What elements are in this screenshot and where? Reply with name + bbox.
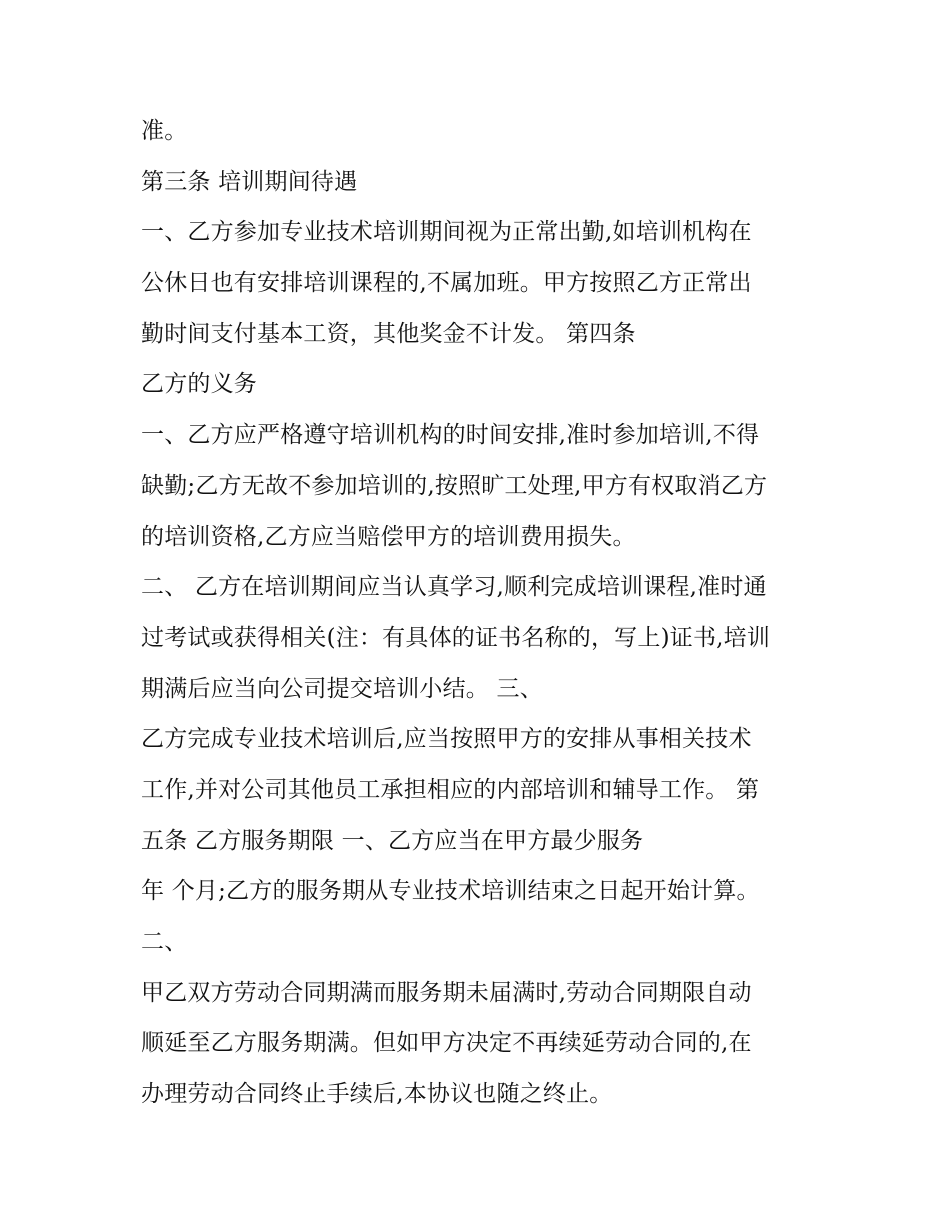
text-line: 年 个月;乙方的服务期从专业技术培训结束之日起开始计算。 [141, 878, 760, 905]
text-line: 缺勤;乙方无故不参加培训的,按照旷工处理,甲方有权取消乙方 [141, 472, 768, 499]
text-line: 乙方完成专业技术培训后,应当按照甲方的安排从事相关技术 [141, 726, 752, 753]
document-body [141, 106, 821, 1120]
text-line: 过考试或获得相关(注：有具体的证书名称的，写上)证书,培训 [141, 624, 771, 651]
text-line: 五条 乙方服务期限 一、乙方应当在甲方最少服务 [141, 827, 644, 854]
text-line: 办理劳动合同终止手续后,本协议也随之终止。 [141, 1081, 613, 1108]
text-line: 甲乙双方劳动合同期满而服务期未届满时,劳动合同期限自动 [141, 979, 752, 1006]
text-line: 第三条 培训期间待遇 [141, 168, 358, 195]
text-line: 公休日也有安排培训课程的,不属加班。甲方按照乙方正常出 [141, 270, 752, 297]
text-line: 期满后应当向公司提交培训小结。 三、 [141, 675, 543, 702]
text-line: 的培训资格,乙方应当赔偿甲方的培训费用损失。 [141, 523, 636, 550]
text-line: 二、 乙方在培训期间应当认真学习,顺利完成培训课程,准时通 [141, 574, 767, 601]
text-line: 二、 [141, 929, 188, 955]
text-line: 一、乙方参加专业技术培训期间视为正常出勤,如培训机构在 [141, 219, 752, 246]
text-line: 一、乙方应严格遵守培训机构的时间安排,准时参加培训,不得 [141, 422, 760, 449]
text-line: 勤时间支付基本工资，其他奖金不计发。 第四条 [141, 320, 636, 347]
text-line: 乙方的义务 [141, 371, 257, 398]
text-line: 准。 [141, 118, 188, 144]
text-line: 顺延至乙方服务期满。但如甲方决定不再续延劳动合同的,在 [141, 1030, 752, 1057]
text-line: 工作,并对公司其他员工承担相应的内部培训和辅导工作。 第 [141, 776, 760, 803]
